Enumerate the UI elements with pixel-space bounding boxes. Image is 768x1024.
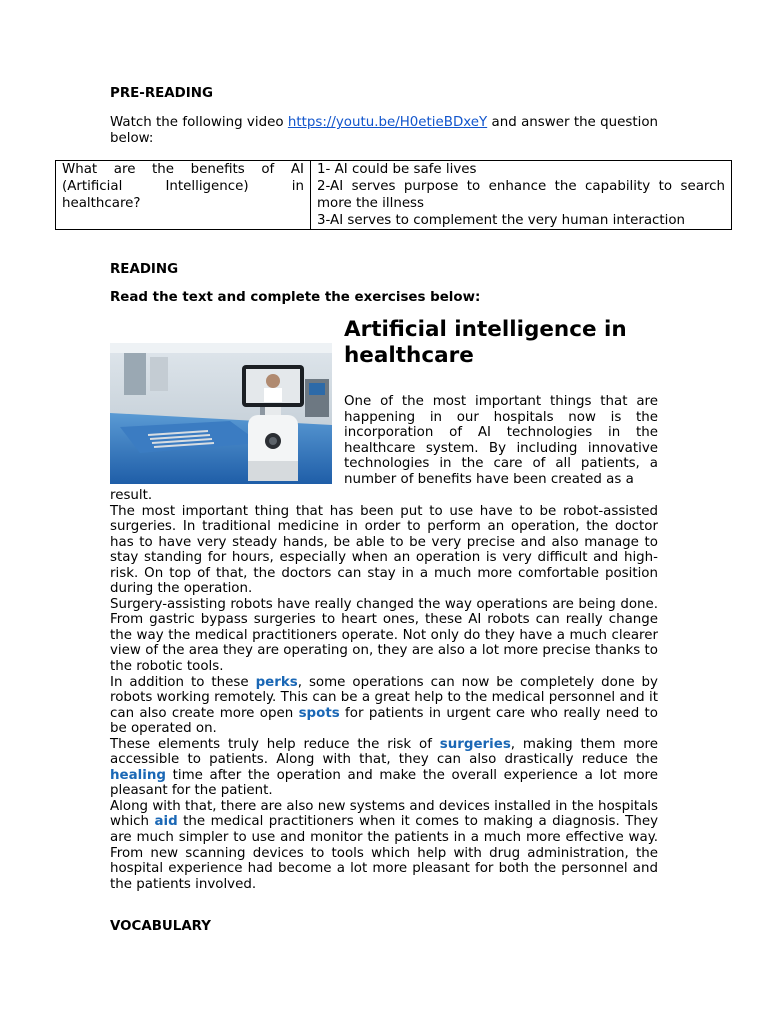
paragraph-4 bbox=[110, 737, 658, 799]
pre-reading-heading: PRE-READING bbox=[110, 86, 213, 101]
article-title: Artificial intelligence in healthcare bbox=[344, 317, 627, 368]
answer-cell bbox=[311, 161, 732, 230]
paragraph-3-text: , some operations can now be completely done by robots working remotely. This can be a great help to the medical personnel and it can also create more open bbox=[110, 674, 658, 721]
paragraph-4-text: time after the operation and make the overall experience a lot more pleasant for the patient. bbox=[110, 767, 658, 799]
reading-instruction: Read the text and complete the exercises below: bbox=[110, 290, 481, 305]
intro-tail: result. bbox=[110, 488, 153, 503]
paragraph-3-text: In addition to these bbox=[110, 674, 256, 690]
paragraph-5-text: Along with that, there are also new systems and devices installed in the hospitals which bbox=[110, 798, 658, 830]
vocab-word-spots: spots bbox=[298, 705, 340, 721]
paragraph-5 bbox=[110, 799, 658, 892]
question-cell bbox=[56, 161, 311, 230]
vocabulary-heading: VOCABULARY bbox=[110, 919, 211, 934]
paragraph-2: Surgery-assisting robots have really changed the way operations are being done. From gastric bypass surgeries to heart ones, these AI robots can really change the way the medical practitioners operate. Not only do they have a much clearer view of the area they are operating on, they are also a lot more precise thanks to the robotic tools. bbox=[110, 596, 658, 675]
paragraph-3 bbox=[110, 675, 658, 737]
question-table bbox=[55, 160, 732, 230]
vocab-word-perks: perks bbox=[255, 674, 298, 690]
robot-surgery-illustration bbox=[110, 343, 332, 484]
answer-item: 2-AI serves purpose to enhance the capability to search more the illness bbox=[317, 179, 725, 211]
paragraph-5-text: the medical practitioners when it comes to making a diagnosis. They are much simpler to use and monitor the patients in a much more effective way. From new scanning devices to tools which help with drug administration, the hospital experience had become a lot more pleasant for both the personnel and the patients involved. bbox=[110, 814, 658, 892]
instruction-text-before: Watch the following video bbox=[110, 115, 288, 130]
article-body bbox=[110, 488, 658, 892]
vocab-word-surgeries: surgeries bbox=[439, 736, 511, 752]
video-link[interactable]: https://youtu.be/H0etieBDxeY bbox=[287, 115, 488, 130]
answer-item: 1- AI could be safe lives bbox=[317, 162, 477, 177]
paragraph-4-text: , making them more accessible to patients. Along with that, they can also drastically reduce the bbox=[110, 736, 658, 768]
video-instruction bbox=[110, 115, 658, 147]
paragraph-3-text: for patients in urgent care who really need to be operated on. bbox=[110, 705, 658, 737]
vocab-word-healing: healing bbox=[110, 767, 166, 783]
paragraph-1: The most important thing that has been put to use have to be robot-assisted surgeries. In traditional medicine in order to perform an operation, the doctor has to have very steady hands, be able to be very precise and also manage to stay standing for hours, especially when an operation is very difficult and high-risk. On top of that, the doctors can stay in a much more comfortable position during the operation. bbox=[110, 503, 658, 597]
robot-surgery-image bbox=[110, 343, 332, 484]
article-intro: One of the most important things that are happening in our hospitals now is the incorporation of AI technologies in the healthcare system. By including innovative technologies in the care of all patients, a number of benefits have been created as a bbox=[344, 394, 658, 487]
answer-item: 3-AI serves to complement the very human interaction bbox=[317, 213, 686, 228]
reading-heading: READING bbox=[110, 262, 179, 277]
question-text: What are the benefits of AI (Artificial Intelligence) in healthcare? bbox=[62, 162, 304, 211]
instruction-text-after: and answer the question below: bbox=[110, 115, 658, 146]
paragraph-4-text: These elements truly help reduce the risk of bbox=[110, 736, 440, 752]
vocab-word-aid: aid bbox=[154, 814, 178, 830]
